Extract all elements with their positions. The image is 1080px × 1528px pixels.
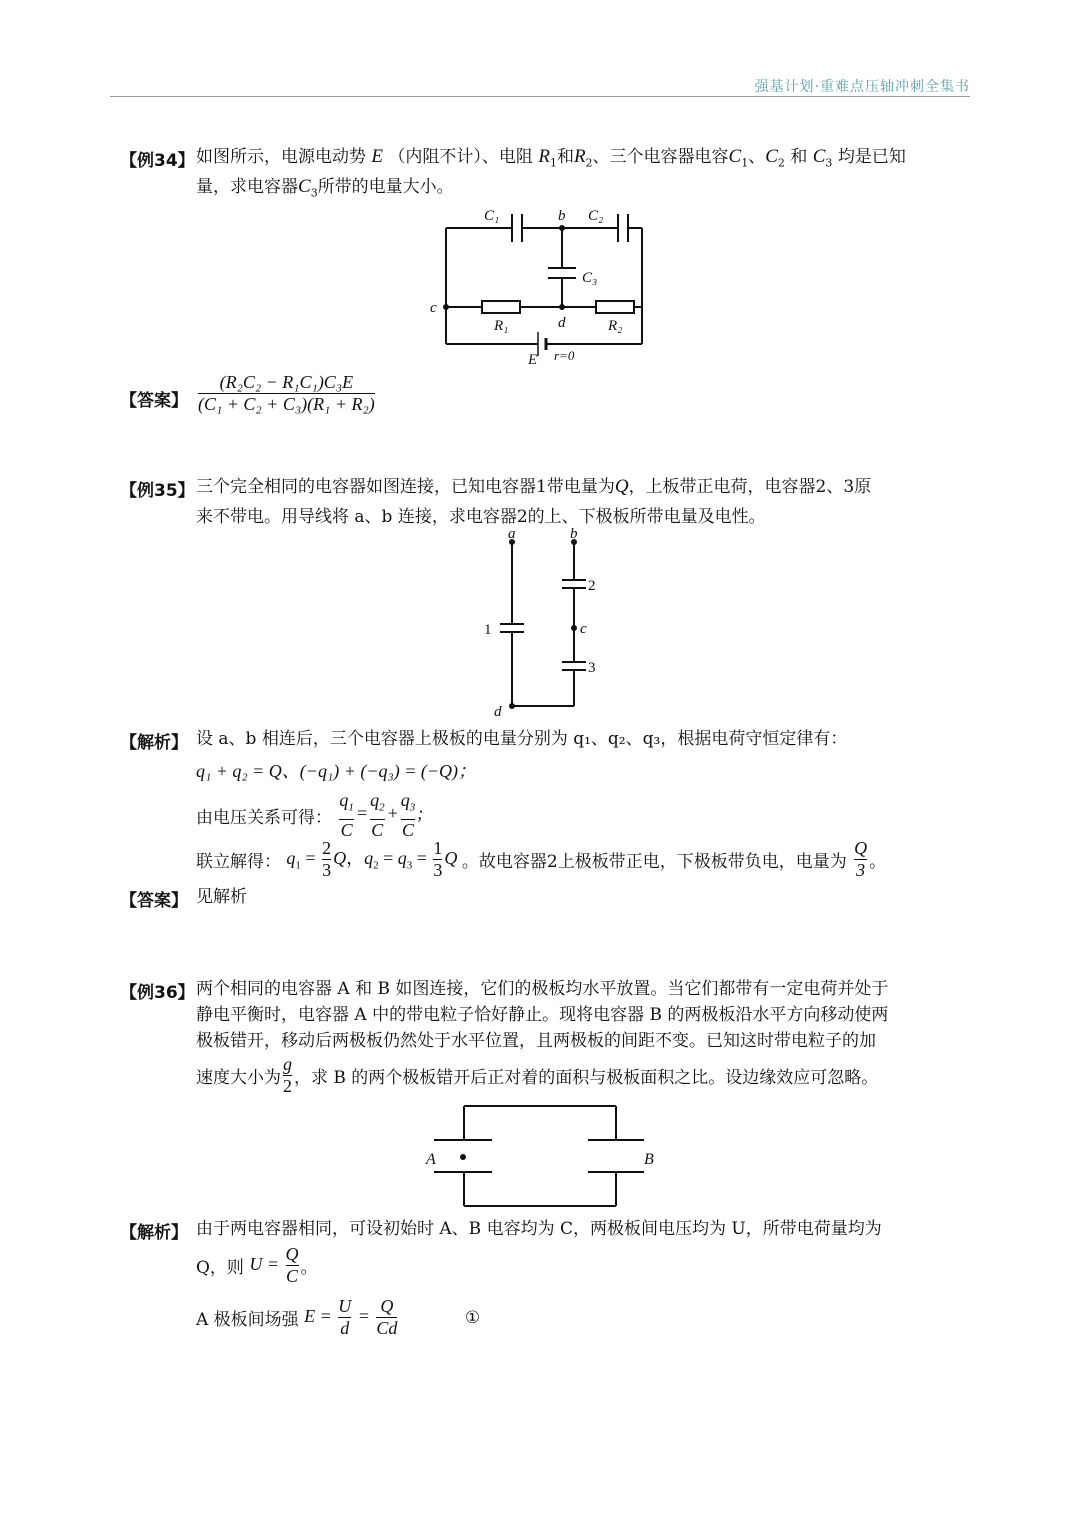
running-header: 强基计划·重难点压轴冲刺全集书 bbox=[754, 79, 970, 95]
ex34-question-line2: 量，求电容器$C_3$所带的电量大小。 bbox=[196, 176, 454, 200]
ex35-node-c bbox=[571, 625, 577, 631]
ex34-label-c3: C₃ bbox=[582, 270, 598, 286]
ex35-label-3: 3 bbox=[588, 660, 596, 676]
ex36-equation-number: ① bbox=[464, 1307, 481, 1328]
ex35-answer-label: 【答案】 bbox=[120, 891, 188, 911]
ex34-node-d bbox=[559, 304, 565, 310]
ex35-question-line1: 三个完全相同的电容器如图连接，已知电容器1带电量为Q，上板带正电荷，电容器2、3原 bbox=[196, 476, 872, 497]
ex36-question-line2: 静电平衡时，电容器 A 中的带电粒子恰好静止。现将电容器 B 的两极板沿水平方向移动使两 bbox=[196, 1005, 889, 1025]
ex35-analysis-line4: 联立解得： $q_1$ = $\frac{2}{3}$ Q，$q_2 = q_3$ = $\frac{1}{3}$ Q 。故电容器2上极板带正电，下极板带负电，电量为 $\frac{Q}{3}$ 。 bbox=[196, 838, 887, 880]
ex35-analysis-line3: 由电压关系可得： $\frac{q_1}{C}$ = $\frac{q_2}{C}$ + $\frac{q_3}{C}$ ; bbox=[196, 790, 424, 840]
ex36-analysis-line2: Q，则 U = $\frac{Q}{C}$ 。 bbox=[196, 1244, 318, 1286]
ex35-label: 【例35】 bbox=[120, 481, 195, 501]
ex35-analysis-line2: q₁ + q₂ = Q、(−q₁) + (−q₃) = (−Q)； bbox=[196, 761, 477, 781]
ex34-label-c: c bbox=[430, 300, 437, 316]
ex35-answer-text: 见解析 bbox=[196, 887, 247, 907]
ex34-answer-denominator: (C₁ + C₂ + C₃)(R₁ + R₂) bbox=[198, 394, 375, 414]
ex36-label-b: B bbox=[644, 1151, 654, 1168]
ex34-label-e: E bbox=[528, 352, 538, 368]
ex36-capacitor-figure bbox=[420, 1100, 670, 1212]
ex34-label-d: d bbox=[558, 315, 566, 331]
ex35-analysis-label: 【解析】 bbox=[120, 733, 188, 753]
ex35-label-1: 1 bbox=[484, 622, 492, 638]
ex36-question-line4: 速度大小为 $\frac{g}{2}$ ，求 B 的两个极板错开后正对着的面积与极板面积之比。设边缘效应可忽略。 bbox=[196, 1054, 879, 1096]
ex35-label-2: 2 bbox=[588, 578, 596, 594]
ex34-circuit-figure bbox=[420, 200, 670, 372]
ex34-label-c1: C₁ bbox=[484, 208, 500, 224]
ex34-answer-numerator: (R₂C₂ − R₁C₁)C₃E bbox=[219, 372, 354, 392]
ex36-question-line1: 两个相同的电容器 A 和 B 如图连接，它们的极板均水平放置。当它们都带有一定电荷并处于 bbox=[196, 979, 889, 999]
ex36-analysis-label: 【解析】 bbox=[120, 1223, 188, 1243]
ex35-label-d: d bbox=[494, 704, 502, 720]
ex34-label-c2: C₂ bbox=[588, 208, 604, 224]
ex34-question-line1: 如图所示，电源电动势 E （内阻不计）、电阻 $R_1$和$R_2$、三个电容器电容$C_1$、$C_2$ 和 $C_3$ 均是已知 bbox=[196, 146, 906, 170]
ex35-label-c: c bbox=[580, 621, 587, 637]
ex34-answer-label: 【答案】 bbox=[120, 391, 188, 411]
ex34-label-b: b bbox=[558, 208, 566, 224]
ex35-capacitor-figure bbox=[476, 528, 606, 720]
ex35-label-a: a bbox=[508, 528, 516, 542]
ex35-question-line2: 来不带电。用导线将 a、b 连接，求电容器2的上、下极板所带电量及电性。 bbox=[196, 507, 766, 527]
ex36-label-a: A bbox=[426, 1151, 436, 1168]
ex34-label-r: r=0 bbox=[554, 348, 575, 363]
ex34-label-r2: R₂ bbox=[608, 318, 623, 334]
ex34-label: 【例34】 bbox=[120, 151, 195, 171]
ex36-question-line3: 极板错开，移动后两极板仍然处于水平位置，且两极板的间距不变。已知这时带电粒子的加 bbox=[196, 1031, 876, 1051]
ex35-label-b: b bbox=[570, 528, 578, 542]
ex36-analysis-line1: 由于两电容器相同，可设初始时 A、B 电容均为 C，两极板间电压均为 U，所带电荷量均为 bbox=[196, 1219, 882, 1239]
header-rule bbox=[110, 96, 970, 97]
ex36-analysis-line3: A 极板间场强 E = $\frac{U}{d}$ = $\frac{Q}{Cd}$ ① bbox=[196, 1296, 481, 1338]
ex34-node-b bbox=[559, 225, 565, 231]
ex35-analysis-line1: 设 a、b 相连后，三个电容器上极板的电量分别为 q₁、q₂、q₃，根据电荷守恒定律有： bbox=[196, 729, 848, 749]
ex36-label: 【例36】 bbox=[120, 983, 195, 1003]
ex35-node-d bbox=[509, 703, 515, 709]
ex34-label-r1: R₁ bbox=[494, 318, 509, 334]
ex34-node-c bbox=[443, 304, 449, 310]
ex34-answer-formula bbox=[196, 372, 377, 415]
ex36-charged-particle bbox=[460, 1154, 466, 1160]
